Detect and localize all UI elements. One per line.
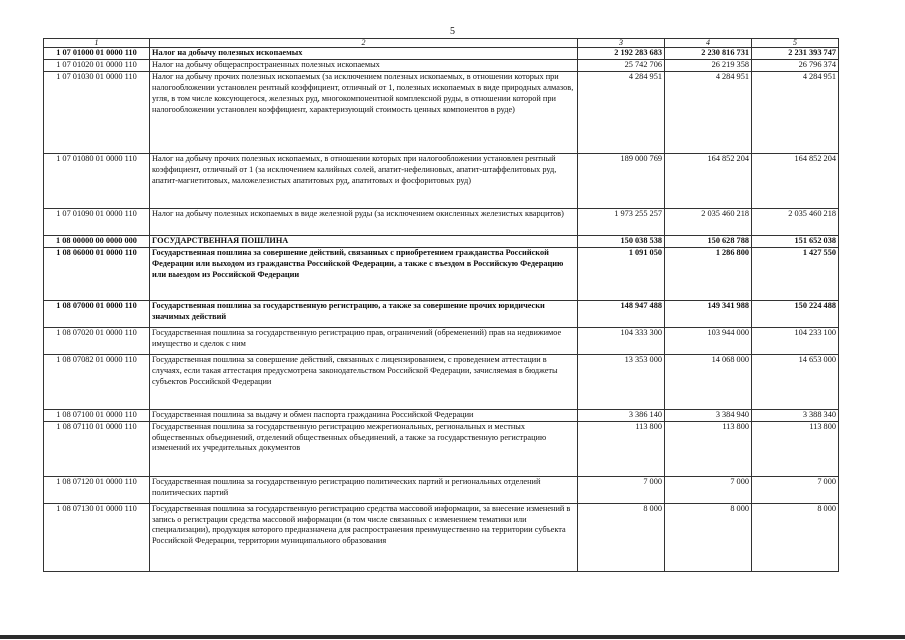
table-row: [44, 247, 839, 300]
table-row: [44, 71, 839, 153]
row-name-cell: Государственная пошлина за выдачу и обмен паспорта гражданина Российской Федерации: [150, 409, 578, 421]
row-value-col5: 104 233 100: [752, 327, 839, 354]
table-row: [44, 59, 839, 71]
row-value-col3: 1 091 050: [578, 247, 665, 300]
row-code-cell: 1 07 01020 01 0000 110: [44, 59, 150, 71]
row-code-cell: 1 07 01000 01 0000 110: [44, 48, 150, 60]
row-value-col3: 113 800: [578, 421, 665, 476]
row-name-cell: Налог на добычу полезных ископаемых в виде железной руды (за исключением окисленных железистых кварцитов): [150, 208, 578, 235]
row-value-col5: 151 652 038: [752, 235, 839, 247]
row-name-cell: Государственная пошлина за государственную регистрацию средства массовой информации, за внесение изменений в запись о регистрации средства массовой информации (в том числе связанных с изменением тематики или специализации), продукция которого предназначена для распространения преимущественно на территории субъекта Российской Федерации, территории муниципального образования: [150, 503, 578, 571]
row-code-cell: 1 08 07110 01 0000 110: [44, 421, 150, 476]
row-value-col3: 148 947 488: [578, 300, 665, 327]
row-value-col3: 150 038 538: [578, 235, 665, 247]
scan-bottom-edge: [0, 635, 905, 639]
row-value-col5: 14 653 000: [752, 354, 839, 409]
page-number: 5: [450, 26, 455, 37]
row-code-cell: 1 08 07100 01 0000 110: [44, 409, 150, 421]
table-body: [44, 48, 839, 572]
row-name-cell: Налог на добычу общераспространенных полезных ископаемых: [150, 59, 578, 71]
row-name-cell: Государственная пошлина за совершение действий, связанных с лицензированием, с проведением аттестации в случаях, если такая аттестация предусмотрена законодательством Российской Федерации, зачисляемая в бюджеты субъектов Российской Федерации: [150, 354, 578, 409]
row-value-col4: 8 000: [665, 503, 752, 571]
row-value-col5: 2 231 393 747: [752, 48, 839, 60]
row-value-col4: 103 944 000: [665, 327, 752, 354]
row-name-cell: Налог на добычу полезных ископаемых: [150, 48, 578, 60]
row-value-col4: 14 068 000: [665, 354, 752, 409]
column-header-5: 5: [752, 39, 839, 48]
row-value-col4: 7 000: [665, 476, 752, 503]
column-number-row: [44, 39, 839, 48]
row-name-cell: Государственная пошлина за совершение действий, связанных с приобретением гражданства Российской Федерации или выходом из гражданства Российской Федерации, а также с въездом в Российскую Федерацию или выездом из Российской Федерации: [150, 247, 578, 300]
table-row: [44, 235, 839, 247]
row-value-col5: 2 035 460 218: [752, 208, 839, 235]
row-value-col4: 113 800: [665, 421, 752, 476]
row-value-col4: 164 852 204: [665, 153, 752, 208]
row-value-col5: 1 427 550: [752, 247, 839, 300]
row-value-col5: 150 224 488: [752, 300, 839, 327]
row-value-col5: 26 796 374: [752, 59, 839, 71]
row-value-col3: 13 353 000: [578, 354, 665, 409]
row-value-col3: 2 192 283 683: [578, 48, 665, 60]
column-header-1: 1: [44, 39, 150, 48]
row-value-col4: 4 284 951: [665, 71, 752, 153]
row-name-cell: Государственная пошлина за государственную регистрацию межрегиональных, региональных и местных общественных объединений, отделений общественных объединений, а также за государственную регистрацию изменений их учредительных документов: [150, 421, 578, 476]
row-code-cell: 1 07 01030 01 0000 110: [44, 71, 150, 153]
table-row: [44, 300, 839, 327]
row-value-col4: 150 628 788: [665, 235, 752, 247]
row-name-cell: Налог на добычу прочих полезных ископаемых (за исключением полезных ископаемых, в отношении которых при налогообложении установлен рентный коэффициент, отличный от 1, полезных ископаемых в виде природных алмазов, угля, в том числе коксующегося, железных руд, многокомпонентной комплексной руды, в отношении которой при налогообложении установлен коэффициент, характеризующий стоимость ценных компонентов в руде): [150, 71, 578, 153]
row-name-cell: Государственная пошлина за государственную регистрацию прав, ограничений (обременений) прав на недвижимое имущество и сделок с ним: [150, 327, 578, 354]
row-value-col3: 189 000 769: [578, 153, 665, 208]
row-value-col3: 25 742 706: [578, 59, 665, 71]
row-code-cell: 1 07 01090 01 0000 110: [44, 208, 150, 235]
row-value-col4: 2 230 816 731: [665, 48, 752, 60]
table-row: [44, 153, 839, 208]
column-header-3: 3: [578, 39, 665, 48]
row-value-col4: 1 286 800: [665, 247, 752, 300]
row-name-cell: Налог на добычу прочих полезных ископаемых, в отношении которых при налогообложении установлен рентный коэффициент, отличный от 1 (за исключением калийных солей, апатит-нефелиновых, апатит-штаффелитовых руд, апатит-магнетитовых, маложелезистых апатитовых руд, апатитовых и фосфоритовых руд): [150, 153, 578, 208]
row-value-col5: 3 388 340: [752, 409, 839, 421]
row-name-cell: Государственная пошлина за государственную регистрацию политических партий и региональных отделений политических партий: [150, 476, 578, 503]
row-code-cell: 1 08 00000 00 0000 000: [44, 235, 150, 247]
table-row: [44, 421, 839, 476]
column-header-4: 4: [665, 39, 752, 48]
table-row: [44, 327, 839, 354]
row-value-col3: 104 333 300: [578, 327, 665, 354]
row-code-cell: 1 08 07020 01 0000 110: [44, 327, 150, 354]
row-value-col3: 7 000: [578, 476, 665, 503]
row-code-cell: 1 08 06000 01 0000 110: [44, 247, 150, 300]
table-row: [44, 48, 839, 60]
budget-revenue-table: [43, 38, 839, 572]
table-row: [44, 354, 839, 409]
row-code-cell: 1 08 07130 01 0000 110: [44, 503, 150, 571]
row-name-cell: ГОСУДАРСТВЕННАЯ ПОШЛИНА: [150, 235, 578, 247]
row-code-cell: 1 07 01080 01 0000 110: [44, 153, 150, 208]
row-code-cell: 1 08 07000 01 0000 110: [44, 300, 150, 327]
row-value-col3: 4 284 951: [578, 71, 665, 153]
row-value-col5: 7 000: [752, 476, 839, 503]
table-row: [44, 409, 839, 421]
row-value-col3: 3 386 140: [578, 409, 665, 421]
table-row: [44, 208, 839, 235]
table-row: [44, 476, 839, 503]
row-code-cell: 1 08 07082 01 0000 110: [44, 354, 150, 409]
row-value-col4: 26 219 358: [665, 59, 752, 71]
row-value-col4: 149 341 988: [665, 300, 752, 327]
row-name-cell: Государственная пошлина за государственную регистрацию, а также за совершение прочих юридически значимых действий: [150, 300, 578, 327]
table-row: [44, 503, 839, 571]
row-value-col5: 113 800: [752, 421, 839, 476]
row-value-col5: 164 852 204: [752, 153, 839, 208]
row-value-col3: 1 973 255 257: [578, 208, 665, 235]
row-value-col5: 8 000: [752, 503, 839, 571]
row-value-col5: 4 284 951: [752, 71, 839, 153]
row-code-cell: 1 08 07120 01 0000 110: [44, 476, 150, 503]
row-value-col4: 2 035 460 218: [665, 208, 752, 235]
row-value-col3: 8 000: [578, 503, 665, 571]
row-value-col4: 3 384 940: [665, 409, 752, 421]
column-header-2: 2: [150, 39, 578, 48]
